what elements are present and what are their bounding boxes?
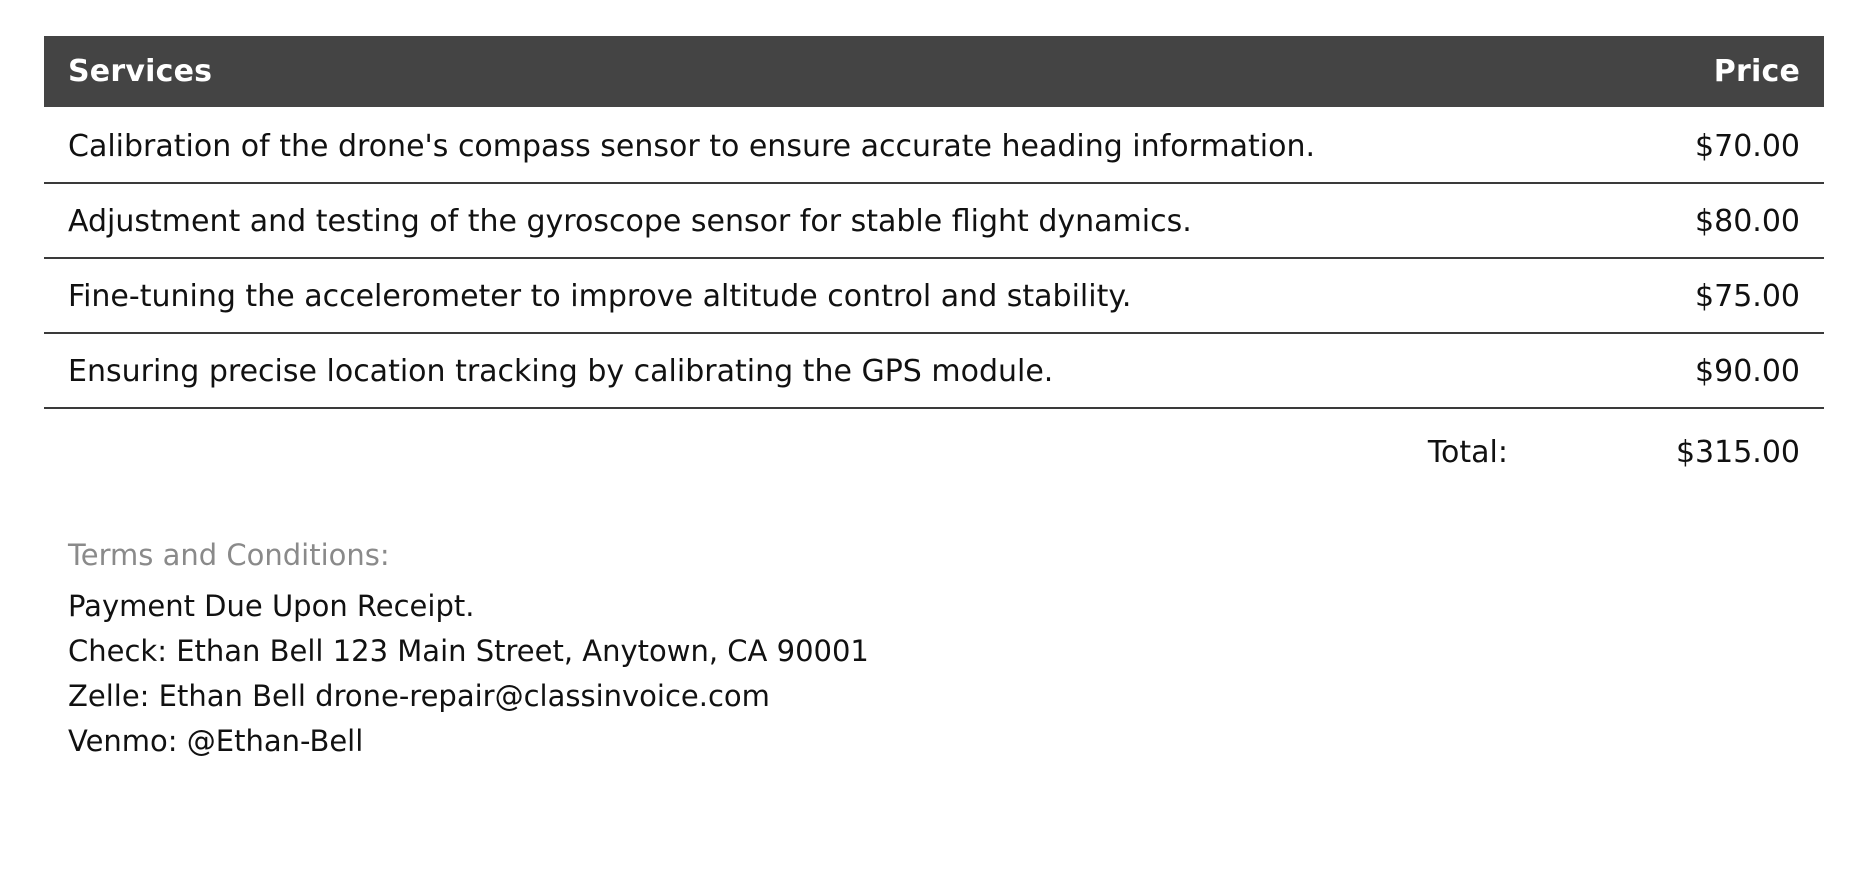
terms-title: Terms and Conditions: bbox=[68, 538, 390, 572]
service-description: Calibration of the drone's compass sensor to ensure accurate heading information. bbox=[44, 107, 1536, 183]
terms-line-payment: Payment Due Upon Receipt. bbox=[68, 589, 475, 623]
service-price: $70.00 bbox=[1536, 107, 1824, 183]
column-header-price: Price bbox=[1536, 36, 1824, 107]
service-price: $75.00 bbox=[1536, 258, 1824, 333]
table-row bbox=[44, 333, 1824, 408]
service-description: Fine-tuning the accelerometer to improve altitude control and stability. bbox=[44, 258, 1536, 333]
service-description: Ensuring precise location tracking by calibrating the GPS module. bbox=[44, 333, 1536, 408]
service-description: Adjustment and testing of the gyroscope sensor for stable flight dynamics. bbox=[44, 183, 1536, 258]
terms-line-check: Check: Ethan Bell 123 Main Street, Anytown, CA 90001 bbox=[68, 633, 869, 668]
total-row bbox=[44, 408, 1824, 488]
service-price: $80.00 bbox=[1536, 183, 1824, 258]
terms-line-zelle: Zelle: Ethan Bell drone-repair@classinvoice.com bbox=[68, 678, 770, 713]
services-table bbox=[44, 36, 1824, 488]
column-header-services: Services bbox=[44, 36, 1536, 107]
table-row bbox=[44, 258, 1824, 333]
services-table-body bbox=[44, 107, 1824, 488]
services-table-header-row bbox=[44, 36, 1824, 107]
services-table-head bbox=[44, 36, 1824, 107]
terms-and-conditions bbox=[44, 538, 1824, 764]
terms-line-venmo: Venmo: @Ethan-Bell bbox=[68, 723, 364, 758]
table-row bbox=[44, 107, 1824, 183]
service-price: $90.00 bbox=[1536, 333, 1824, 408]
total-value: $315.00 bbox=[1675, 435, 1800, 470]
total-label: Total: bbox=[1427, 435, 1508, 470]
table-row bbox=[44, 183, 1824, 258]
